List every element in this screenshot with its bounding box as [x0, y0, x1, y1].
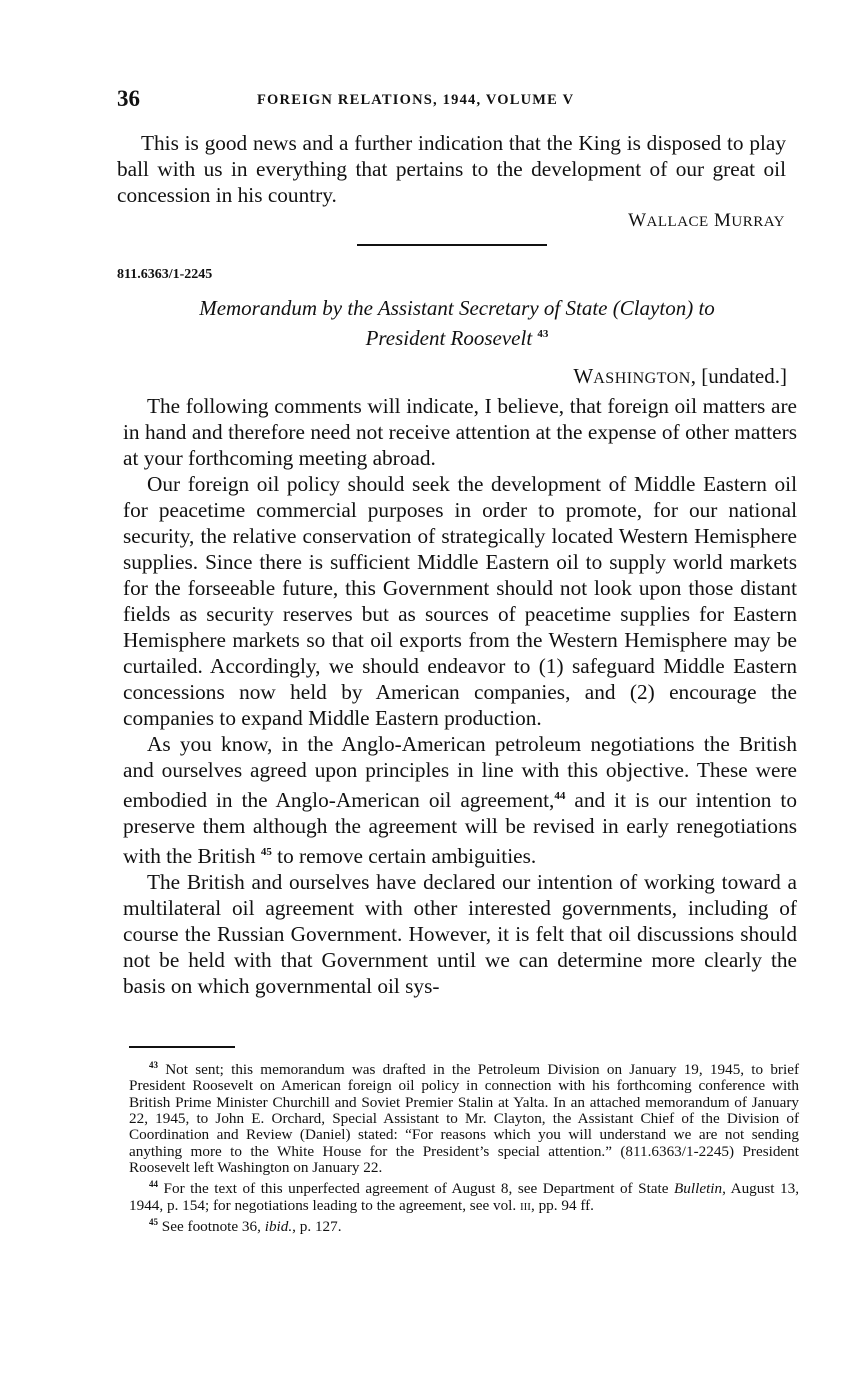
footnote-divider [129, 1046, 235, 1048]
document-title [117, 295, 797, 351]
footnote-ref-43[interactable]: 43 [537, 328, 549, 340]
footnote-ref-44[interactable]: 44 [554, 790, 566, 802]
signature: WALLACE MURRAY [628, 210, 785, 231]
paragraph-3: As you know, in the Anglo-American petroleum negotiations the British and ourselves agreed upon principles in line with this objective. These were embodied in the Anglo-American oil agreement,$^{44}$ and it is our intention to preserve them although the agreement will be revised in early renegotiations with the British $^{45}$ to remove certain ambiguities. [123, 732, 797, 869]
file-number: 811.6363/1-2245 [117, 267, 213, 282]
title-line-1: Memorandum by the Assistant Secretary of State (Clayton) to [199, 296, 715, 320]
section-divider [357, 244, 547, 246]
paragraph-2: Our foreign oil policy should seek the development of Middle Eastern oil for peacetime commercial purposes in order to promote, for our national security, the relative conservation of strategically located Western Hemisphere supplies. Since there is sufficient Middle Eastern oil to supply world markets for the forseeable future, this Government should not look upon those distant fields as security reserves but as sources of peacetime supplies for Eastern Hemisphere markets so that oil exports from the Western Hemisphere may be curtailed. Accordingly, we should endeavor to (1) safeguard Middle Eastern concessions now held by American companies, and (2) encourage the companies to expand Middle Eastern production. [123, 472, 797, 730]
title-line-2: President Roosevelt $^{43}$ [365, 326, 549, 350]
paragraph-4: The British and ourselves have declared our intention of working toward a multilateral oil agreement with other interested governments, including of course the Russian Government. However, it is felt that oil discussions should not be held with that Government until we can determine more clearly the basis on which governmental oil sys- [123, 870, 797, 999]
paragraph-1: The following comments will indicate, I believe, that foreign oil matters are in hand and therefore need not receive attention at the expense of other matters at your forthcoming meeting abroad. [123, 394, 797, 470]
closing-paragraph: This is good news and a further indication that the King is disposed to play ball with us in everything that pertains to the development of our great oil concession in his country. [117, 131, 786, 207]
page-header [117, 86, 797, 114]
memorandum-body [123, 393, 797, 999]
footnote-43: $^{43}$ Not sent; this memorandum was drafted in the Petroleum Division on January 19, 1945, to brief President Roosevelt on American foreign oil policy in connection with his forthcoming conference with British Prime Minister Churchill and Soviet Premier Stalin at Yalta. In an attached memorandum of January 22, 1945, to John E. Orchard, Special Assistant to Mr. Clayton, the Assistant Chief of the Division of Coordination and Review (Daniel) stated: “For reasons which you will understand we are not sending anything more to the White House for the President’s special attention.” (811.6363/1-2245) President Roosevelt left Washington on January 22. [129, 1060, 799, 1176]
page-number: 36 [117, 86, 140, 111]
footnote-44: $^{44}$ For the text of this unperfected agreement of August 8, see Department of State Bulletin, August 13, 1944, p. 154; for negotiations leading to the agreement, see vol. iii, pp. 94 ff. [129, 1179, 800, 1214]
dateline: WASHINGTON, [undated.] [573, 364, 787, 388]
footnote-ref-45[interactable]: 45 [260, 846, 272, 859]
running-head: FOREIGN RELATIONS, 1944, VOLUME V [257, 92, 575, 108]
footnotes [129, 1057, 799, 1235]
footnote-45: $^{45}$ See footnote 36, ibid., p. 127. [149, 1216, 342, 1235]
